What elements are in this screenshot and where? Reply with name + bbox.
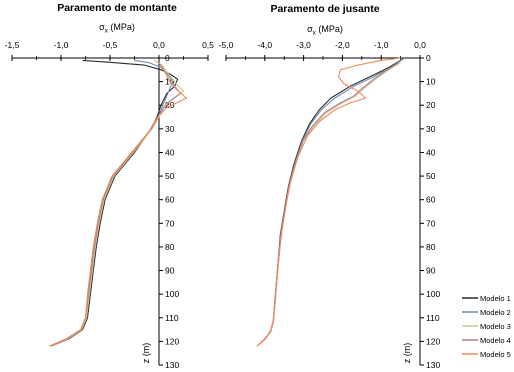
series-line-modelo-5 bbox=[257, 58, 401, 346]
y-tick-label: 110 bbox=[165, 312, 179, 323]
legend-label: Modelo 4 bbox=[480, 336, 511, 345]
x-tick-label: -1,0 bbox=[53, 40, 69, 50]
y-tick-label: 80 bbox=[426, 241, 436, 252]
x-tick-label: -1,0 bbox=[373, 40, 389, 50]
y-tick-label: 0 bbox=[165, 53, 170, 63]
legend-label: Modelo 2 bbox=[480, 308, 511, 317]
series-line-modelo-4 bbox=[257, 63, 399, 346]
x-tick-label: -1,5 bbox=[4, 40, 20, 50]
x-tick-label: -2,0 bbox=[335, 40, 350, 50]
chart-title: Paramento de montante bbox=[57, 2, 177, 14]
x-tick-label: -5,0 bbox=[218, 40, 234, 50]
y-tick-label: 50 bbox=[165, 171, 175, 182]
y-axis-label: z (m) bbox=[402, 342, 412, 364]
legend-label: Modelo 1 bbox=[480, 294, 511, 303]
chart-panel-2 bbox=[219, 3, 441, 370]
chart-title: Paramento de jusante bbox=[270, 3, 380, 15]
y-tick-label: 30 bbox=[165, 123, 175, 134]
y-tick-label: 40 bbox=[426, 147, 436, 158]
x-axis-label: $\sigma_x$ (MPa) bbox=[99, 22, 135, 35]
y-tick-label: 20 bbox=[165, 100, 175, 111]
y-tick-label: 10 bbox=[426, 76, 436, 87]
y-axis-label: z (m) bbox=[141, 342, 151, 364]
x-tick-label: 0,0 bbox=[414, 40, 426, 50]
y-tick-label: 60 bbox=[426, 194, 436, 205]
x-tick-label: -0,5 bbox=[102, 40, 118, 50]
y-tick-label: 20 bbox=[426, 100, 436, 111]
y-tick-label: 130 bbox=[426, 360, 441, 370]
y-tick-label: 70 bbox=[165, 218, 175, 229]
y-tick-label: 100 bbox=[165, 289, 180, 300]
y-tick-label: 60 bbox=[165, 194, 175, 205]
chart-panel-1 bbox=[5, 2, 215, 370]
y-tick-label: 80 bbox=[165, 241, 175, 252]
series-line-modelo-3 bbox=[257, 63, 401, 346]
x-tick-label: -3,0 bbox=[296, 40, 311, 50]
y-tick-label: 120 bbox=[426, 336, 441, 347]
y-tick-label: 90 bbox=[426, 265, 436, 276]
y-tick-label: 130 bbox=[165, 360, 180, 370]
legend bbox=[462, 294, 511, 359]
x-tick-label: 0,5 bbox=[202, 40, 214, 50]
series-line-modelo-2 bbox=[257, 58, 405, 346]
y-tick-label: 40 bbox=[165, 147, 175, 158]
y-tick-label: 110 bbox=[426, 312, 440, 323]
y-tick-label: 120 bbox=[165, 336, 180, 347]
y-tick-label: 70 bbox=[426, 218, 436, 229]
legend-label: Modelo 5 bbox=[480, 350, 511, 359]
x-tick-label: -4,0 bbox=[257, 40, 273, 50]
y-tick-label: 10 bbox=[165, 76, 175, 87]
y-tick-label: 50 bbox=[426, 171, 436, 182]
y-tick-label: 30 bbox=[426, 123, 436, 134]
x-tick-label: 0,0 bbox=[153, 40, 165, 50]
y-tick-label: 90 bbox=[165, 265, 175, 276]
y-tick-label: 100 bbox=[426, 289, 441, 300]
y-tick-label: 0 bbox=[426, 53, 431, 63]
legend-label: Modelo 3 bbox=[480, 322, 511, 331]
x-axis-label: $\sigma_x$ (MPa) bbox=[307, 24, 343, 37]
series-line-modelo-2 bbox=[51, 60, 173, 346]
